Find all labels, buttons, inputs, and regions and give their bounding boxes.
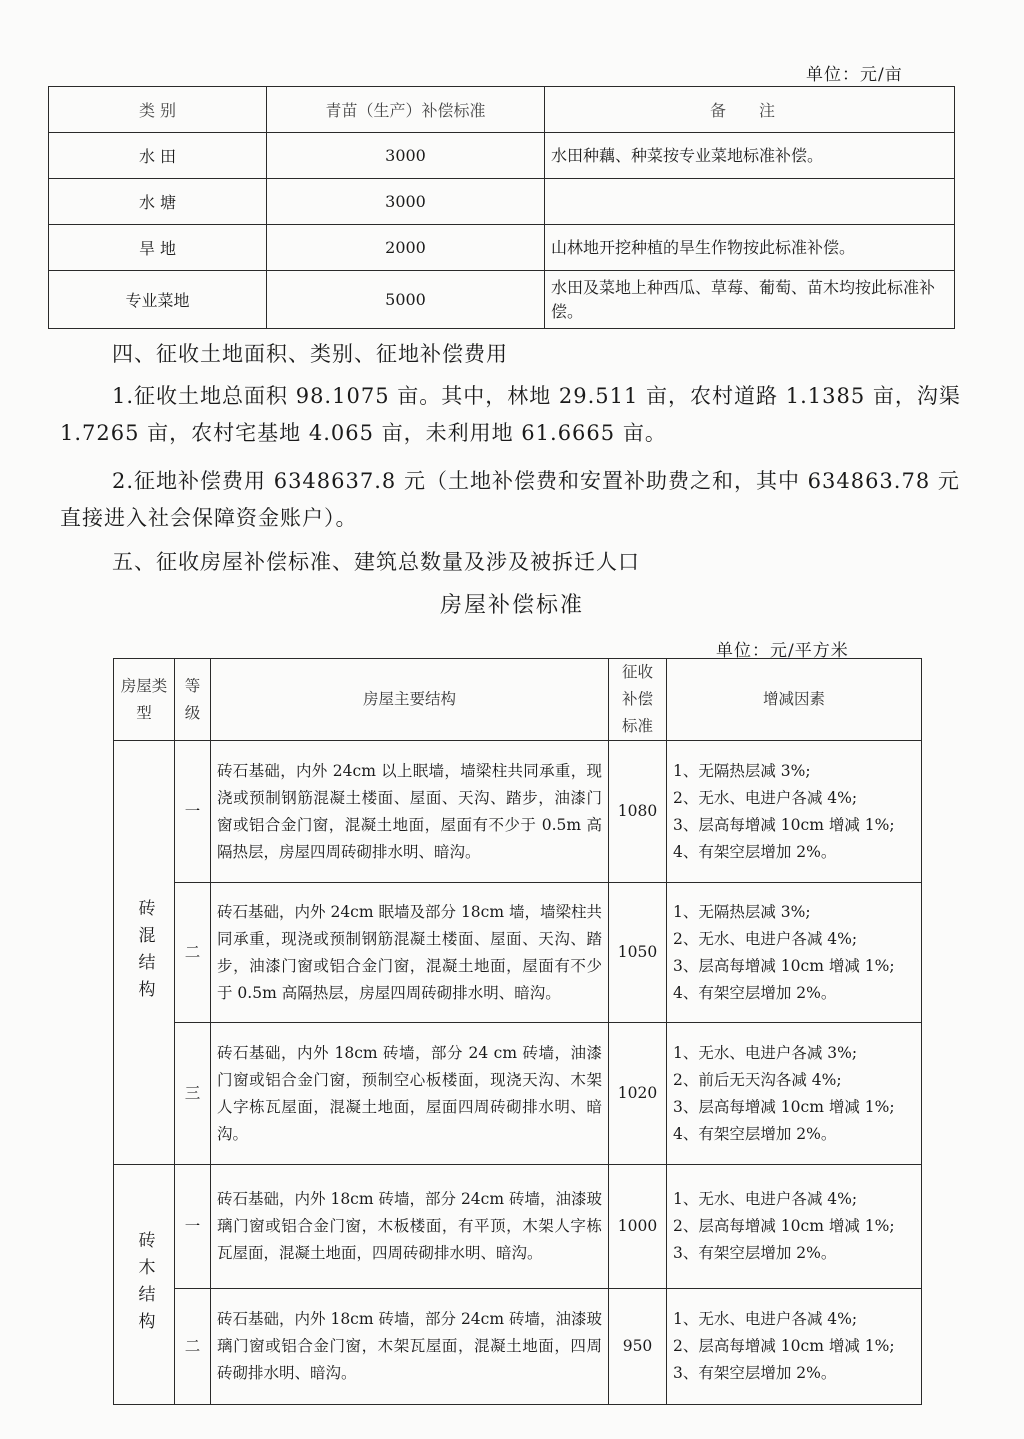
table-header-row [49, 87, 955, 133]
grade-cell: 一 [175, 1165, 211, 1289]
standard-cell: 1000 [609, 1165, 667, 1289]
col-header-grade: 等级 [175, 659, 211, 741]
table-row [114, 1165, 922, 1289]
table-row [114, 1023, 922, 1165]
category-cell: 水 田 [49, 133, 267, 179]
category-cell: 水 塘 [49, 179, 267, 225]
structure-cell: 砖石基础，内外 18cm 砖墙，部分 24 cm 砖墙，油漆门窗或铝合金门窗，预制空心板楼面，现浇天沟、木架人字栋瓦屋面，混凝土地面，屋面四周砖砌排水明、暗沟。 [211, 1023, 609, 1165]
note-cell: 山林地开挖种植的旱生作物按此标准补偿。 [545, 225, 955, 271]
structure-cell: 砖石基础，内外 24cm 眠墙及部分 18cm 墙，墙梁柱共同承重，现浇或预制钢筋混凝土楼面、屋面、天沟、踏步，油漆门窗或铝合金门窗，混凝土地面，屋面有不少于 0.5m 高隔热层，房屋四周砖砌排水明、暗沟。 [211, 883, 609, 1023]
factors-cell [667, 883, 922, 1023]
factor-item: 4、有架空层增加 2%。 [673, 1124, 837, 1143]
factor-item: 1、无水、电进户各减 4%; [673, 1310, 858, 1328]
grade-cell: 二 [175, 883, 211, 1023]
section4-paragraph-2: 2.征地补偿费用 6348637.8 元（土地补偿费和安置补助费之和，其中 634863.78 元直接进入社会保障资金账户）。 [60, 469, 960, 530]
factor-item: 3、有架空层增加 2%。 [673, 1244, 837, 1262]
standard-cell: 950 [609, 1289, 667, 1405]
factor-item: 3、层高每增减 10cm 增减 1%; [673, 815, 895, 834]
factor-item: 2、无水、电进户各减 4%; [673, 788, 858, 807]
house-compensation-table [113, 658, 922, 1405]
grade-cell: 二 [175, 1289, 211, 1405]
col-header-standard: 青苗（生产）补偿标准 [267, 87, 545, 133]
factor-item: 4、有架空层增加 2%。 [673, 983, 837, 1002]
factor-item: 4、有架空层增加 2%。 [673, 842, 837, 861]
table-row [114, 883, 922, 1023]
standard-cell: 3000 [267, 179, 545, 225]
factor-item: 2、无水、电进户各减 4%; [673, 929, 858, 948]
table-row [49, 179, 955, 225]
col-header-category: 类 别 [49, 87, 267, 133]
factors-cell [667, 1165, 922, 1289]
standard-cell: 1080 [609, 741, 667, 883]
factor-item: 1、无隔热层减 3%; [673, 761, 811, 780]
factors-cell [667, 741, 922, 883]
table-row [49, 271, 955, 329]
table-row [49, 133, 955, 179]
crop-compensation-table [48, 86, 955, 329]
grade-cell: 一 [175, 741, 211, 883]
note-cell: 水田及菜地上种西瓜、草莓、葡萄、苗木均按此标准补偿。 [545, 271, 955, 329]
factor-item: 2、层高每增减 10cm 增减 1%; [673, 1337, 895, 1355]
section4-paragraph-1: 1.征收土地总面积 98.1075 亩。其中，林地 29.511 亩，农村道路 1.1385 亩，沟渠 1.7265 亩，农村宅基地 4.065 亩，未利用地 61.6665 亩。 [60, 384, 961, 445]
factor-item: 3、层高每增减 10cm 增减 1%; [673, 1097, 895, 1116]
factor-item: 2、层高每增减 10cm 增减 1%; [673, 1217, 895, 1235]
type-label: 砖木结构 [134, 1230, 155, 1339]
col-header-note: 备 注 [545, 87, 955, 133]
section4-heading: 四、征收土地面积、类别、征地补偿费用 [112, 342, 508, 366]
type-cell [114, 741, 175, 1165]
note-cell: 水田种藕、种菜按专业菜地标准补偿。 [545, 133, 955, 179]
factor-item: 1、无水、电进户各减 4%; [673, 1190, 858, 1208]
category-cell: 旱 地 [49, 225, 267, 271]
table-row [114, 1289, 922, 1405]
grade-cell: 三 [175, 1023, 211, 1165]
type-cell [114, 1165, 175, 1405]
standard-cell: 3000 [267, 133, 545, 179]
col-header-type: 房屋类型 [114, 659, 175, 741]
factor-item: 3、层高每增减 10cm 增减 1%; [673, 956, 895, 975]
house-table-title: 房屋补偿标准 [439, 593, 584, 618]
factor-item: 2、前后无天沟各减 4%; [673, 1070, 842, 1089]
table-row [49, 225, 955, 271]
factor-item: 3、有架空层增加 2%。 [673, 1364, 837, 1382]
structure-cell: 砖石基础，内外 18cm 砖墙，部分 24cm 砖墙，油漆玻璃门窗或铝合金门窗，木板楼面，有平顶，木架人字栋瓦屋面，混凝土地面，四周砖砌排水明、暗沟。 [211, 1165, 609, 1289]
crop-table-unit: 单位：元/亩 [806, 65, 903, 85]
category-cell: 专业菜地 [49, 271, 267, 329]
factor-item: 1、无水、电进户各减 3%; [673, 1043, 858, 1062]
col-header-structure: 房屋主要结构 [211, 659, 609, 741]
type-label: 砖混结构 [134, 898, 155, 1007]
standard-cell: 5000 [267, 271, 545, 329]
table-header-row [114, 659, 922, 741]
factors-cell [667, 1289, 922, 1405]
factor-item: 1、无隔热层减 3%; [673, 902, 811, 921]
col-header-standard: 征收补偿标准 [609, 659, 667, 741]
note-cell [545, 179, 955, 225]
house-table-unit: 单位：元/平方米 [716, 641, 849, 661]
standard-cell: 2000 [267, 225, 545, 271]
col-header-factors: 增减因素 [667, 659, 922, 741]
section5-heading: 五、征收房屋补偿标准、建筑总数量及涉及被拆迁人口 [112, 550, 640, 574]
table-row [114, 741, 922, 883]
structure-cell: 砖石基础，内外 24cm 以上眠墙，墙梁柱共同承重，现浇或预制钢筋混凝土楼面、屋面、天沟、踏步，油漆门窗或铝合金门窗，混凝土地面，屋面有不少于 0.5m 高隔热层，房屋四周砖砌排水明、暗沟。 [211, 741, 609, 883]
standard-cell: 1020 [609, 1023, 667, 1165]
standard-cell: 1050 [609, 883, 667, 1023]
factors-cell [667, 1023, 922, 1165]
structure-cell: 砖石基础，内外 18cm 砖墙，部分 24cm 砖墙，油漆玻璃门窗或铝合金门窗，木架瓦屋面，混凝土地面，四周砖砌排水明、暗沟。 [211, 1289, 609, 1405]
